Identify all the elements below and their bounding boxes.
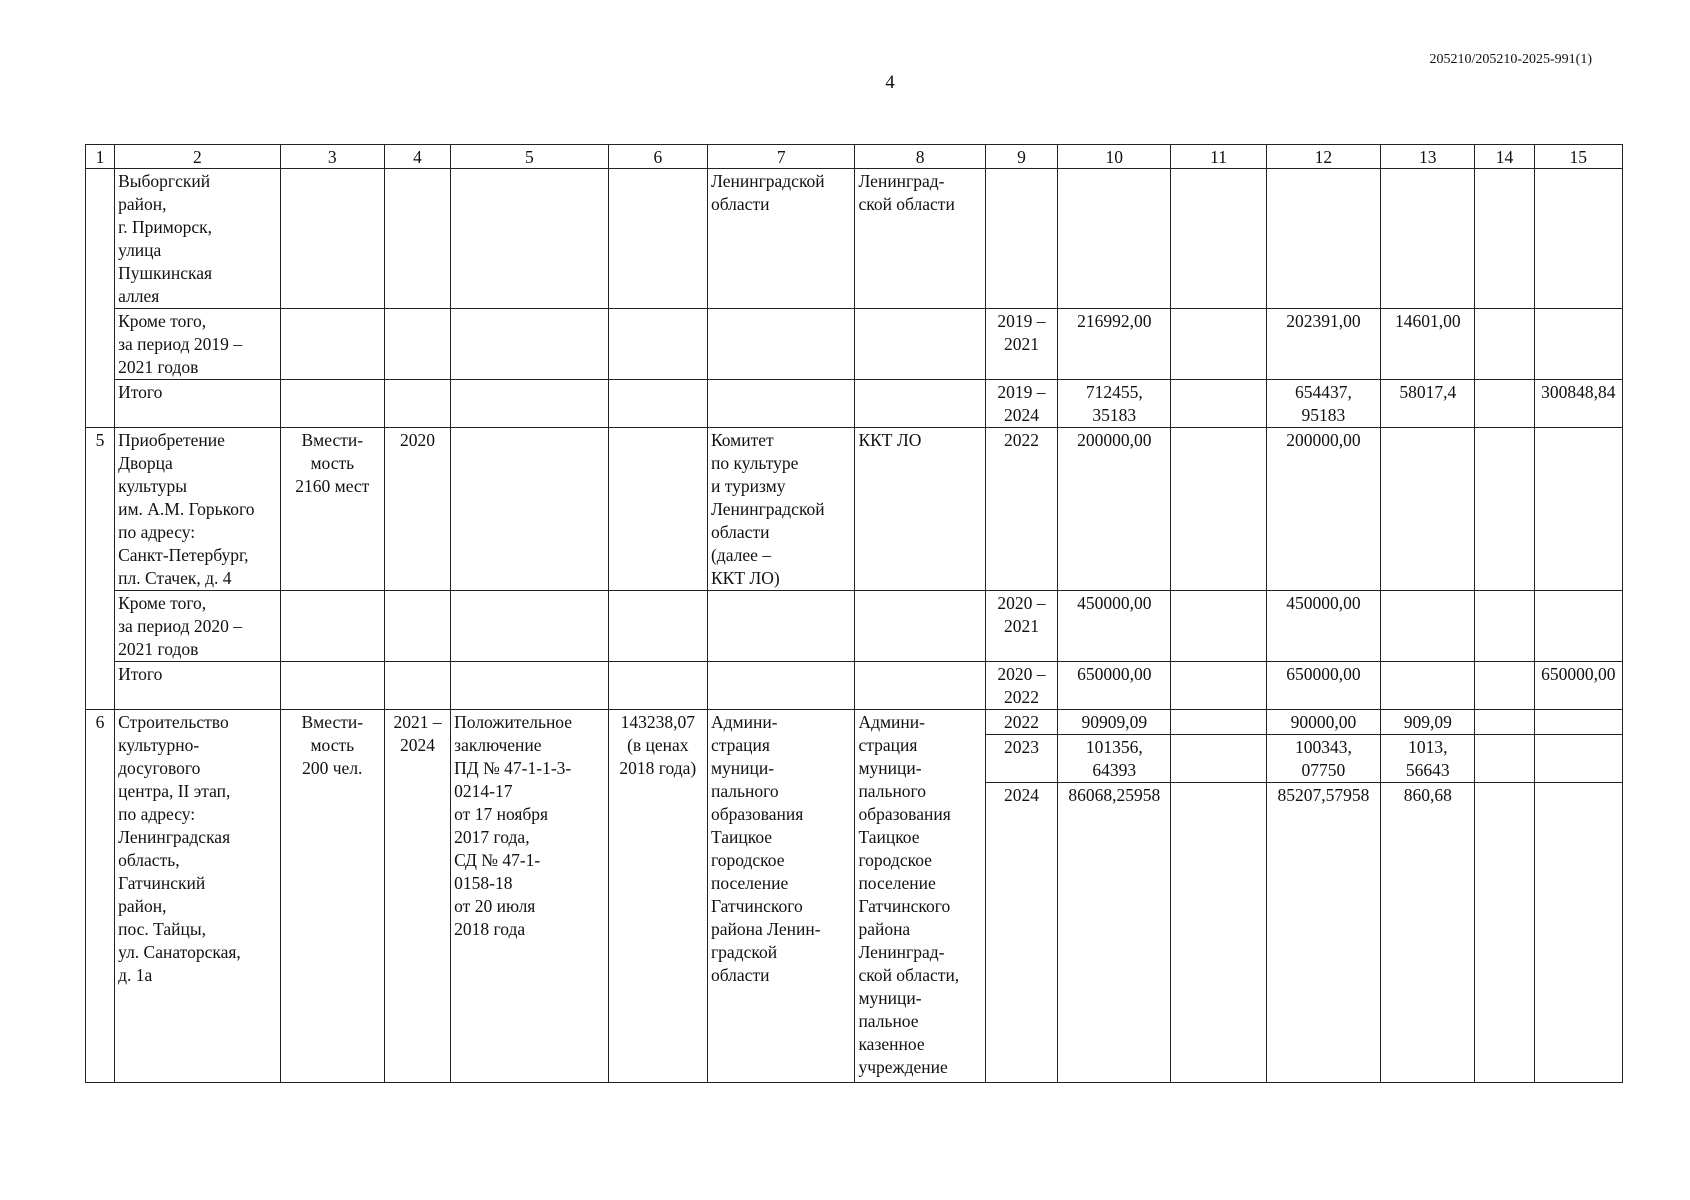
- capacity-cell: Вмести- мость 2160 мест: [280, 428, 384, 591]
- row-number-cell: 6: [86, 710, 115, 1083]
- customer-cell: Админи- страция муници- пального образования Таицкое городское поселение Гатчинского района Ленин- градской области: [707, 710, 854, 1083]
- amount-total-cell: 86068,25958: [1058, 783, 1171, 1083]
- developer-cell: Ленинград- ской области: [855, 169, 985, 309]
- header-cell: 3: [280, 145, 384, 169]
- amount-local-cell: 860,68: [1381, 783, 1475, 1083]
- object-name-cell: Итого: [115, 380, 281, 428]
- amount-regional-cell: 200000,00: [1266, 428, 1380, 591]
- page-number: 4: [885, 72, 895, 93]
- header-cell: 2: [115, 145, 281, 169]
- years-cell: 2021 – 2024: [384, 710, 450, 1083]
- table-row: [86, 309, 1623, 380]
- header-cell: 4: [384, 145, 450, 169]
- developer-cell: ККТ ЛО: [855, 428, 985, 591]
- data-table: [85, 144, 1623, 1083]
- amount-regional-cell: 90000,00: [1266, 710, 1380, 735]
- header-cell: 13: [1381, 145, 1475, 169]
- table-row: [86, 380, 1623, 428]
- period-cell: 2023: [985, 735, 1057, 783]
- amount-total-cell: 712455, 35183: [1058, 380, 1171, 428]
- table-row: [86, 169, 1623, 309]
- table-header-row: [86, 145, 1623, 169]
- amount-remaining-cell: 300848,84: [1534, 380, 1622, 428]
- header-cell: 8: [855, 145, 985, 169]
- amount-total-cell: 101356, 64393: [1058, 735, 1171, 783]
- amount-regional-cell: 450000,00: [1266, 591, 1380, 662]
- row-number-cell: [86, 169, 115, 428]
- header-cell: 9: [985, 145, 1057, 169]
- object-name-cell: Кроме того, за период 2020 – 2021 годов: [115, 591, 281, 662]
- capacity-cell: Вмести- мость 200 чел.: [280, 710, 384, 1083]
- table-row: [86, 591, 1623, 662]
- header-cell: 14: [1475, 145, 1534, 169]
- amount-total-cell: 216992,00: [1058, 309, 1171, 380]
- amount-total-cell: 650000,00: [1058, 662, 1171, 710]
- period-cell: 2024: [985, 783, 1057, 1083]
- header-cell: 7: [707, 145, 854, 169]
- object-name-cell: Выборгский район, г. Приморск, улица Пушкинская аллея: [115, 169, 281, 309]
- object-name-cell: Строительство культурно- досугового центра, II этап, по адресу: Ленинградская область, Гатчинский район, пос. Тайцы, ул. Санаторская, д. 1а: [115, 710, 281, 1083]
- amount-regional-cell: 650000,00: [1266, 662, 1380, 710]
- period-cell: 2022: [985, 428, 1057, 591]
- table-row: [86, 428, 1623, 591]
- amount-total-cell: 450000,00: [1058, 591, 1171, 662]
- amount-total-cell: 90909,09: [1058, 710, 1171, 735]
- estimated-cost-cell: 143238,07 (в ценах 2018 года): [608, 710, 707, 1083]
- expertise-cell: Положительное заключение ПД № 47-1-1-3- 0214-17 от 17 ноября 2017 года, СД № 47-1- 0158-18 от 20 июля 2018 года: [451, 710, 609, 1083]
- amount-local-cell: 909,09: [1381, 710, 1475, 735]
- amount-regional-cell: 85207,57958: [1266, 783, 1380, 1083]
- header-cell: 15: [1534, 145, 1622, 169]
- amount-remaining-cell: 650000,00: [1534, 662, 1622, 710]
- amount-local-cell: 1013, 56643: [1381, 735, 1475, 783]
- period-cell: 2019 – 2021: [985, 309, 1057, 380]
- amount-regional-cell: 654437, 95183: [1266, 380, 1380, 428]
- customer-cell: Ленинградской области: [707, 169, 854, 309]
- amount-total-cell: 200000,00: [1058, 428, 1171, 591]
- developer-cell: Админи- страция муници- пального образования Таицкое городское поселение Гатчинского района Ленинград- ской области, муници- пальное казенное учреждение: [855, 710, 985, 1083]
- header-cell: 1: [86, 145, 115, 169]
- object-name-cell: Итого: [115, 662, 281, 710]
- document-id: 205210/205210-2025-991(1): [1429, 52, 1592, 67]
- object-name-cell: Кроме того, за период 2019 – 2021 годов: [115, 309, 281, 380]
- amount-local-cell: 58017,4: [1381, 380, 1475, 428]
- header-cell: 6: [608, 145, 707, 169]
- period-cell: 2020 – 2021: [985, 591, 1057, 662]
- row-number-cell: 5: [86, 428, 115, 710]
- header-cell: 10: [1058, 145, 1171, 169]
- amount-local-cell: 14601,00: [1381, 309, 1475, 380]
- object-name-cell: Приобретение Дворца культуры им. А.М. Горького по адресу: Санкт-Петербург, пл. Стачек, д. 4: [115, 428, 281, 591]
- header-cell: 5: [451, 145, 609, 169]
- header-cell: 11: [1171, 145, 1266, 169]
- customer-cell: Комитет по культуре и туризму Ленинградской области (далее – ККТ ЛО): [707, 428, 854, 591]
- period-cell: 2022: [985, 710, 1057, 735]
- period-cell: 2019 – 2024: [985, 380, 1057, 428]
- table-row: [86, 662, 1623, 710]
- amount-regional-cell: 202391,00: [1266, 309, 1380, 380]
- amount-regional-cell: 100343, 07750: [1266, 735, 1380, 783]
- period-cell: 2020 – 2022: [985, 662, 1057, 710]
- years-cell: 2020: [384, 428, 450, 591]
- header-cell: 12: [1266, 145, 1380, 169]
- table-row: [86, 710, 1623, 735]
